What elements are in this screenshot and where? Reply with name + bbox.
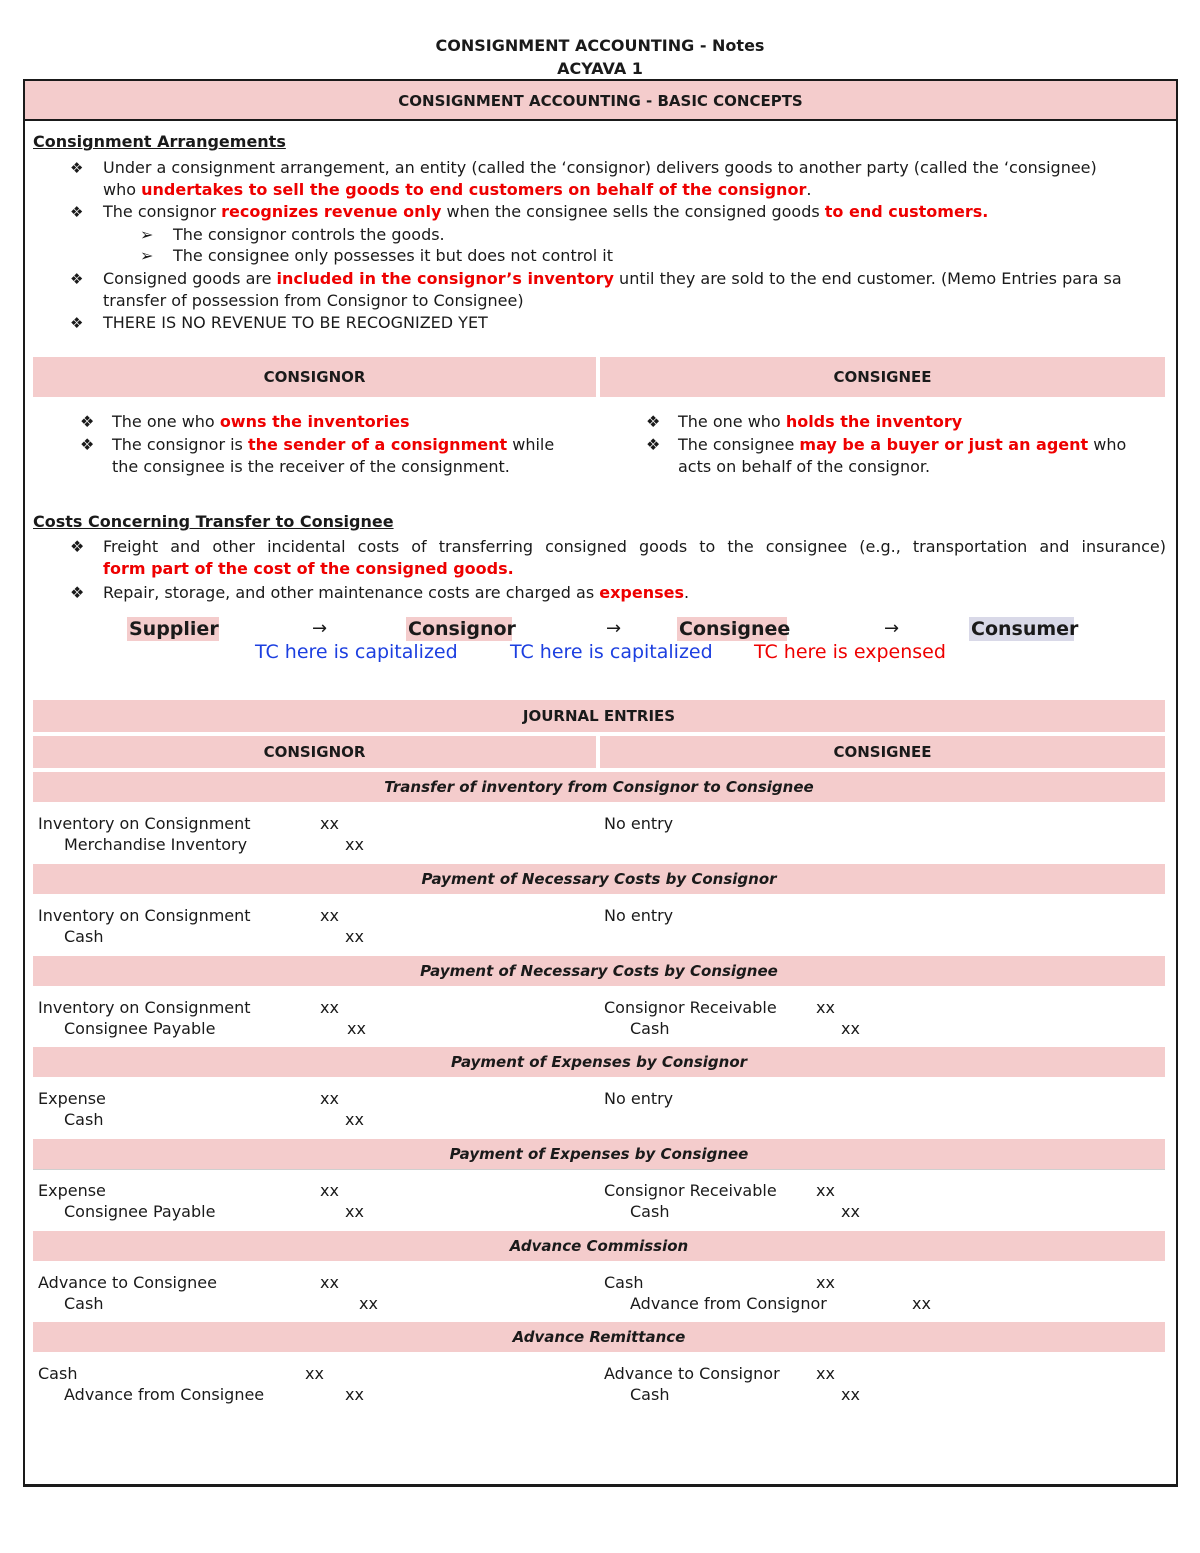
- consignee-credit-account: Advance from Consignor: [630, 1294, 827, 1313]
- consignee-debit-account: Advance to Consignor: [604, 1364, 780, 1383]
- journal-section-title: Transfer of inventory from Consignor to Consignee: [33, 772, 1165, 802]
- credit-amount: xx: [345, 1110, 364, 1129]
- consignor-point-2b: the consignee is the receiver of the consignment.: [112, 457, 510, 476]
- consignor-credit-account: Merchandise Inventory: [64, 835, 248, 854]
- diamond-bullet-icon: ❖: [70, 270, 84, 288]
- arrangements-bullet-1: [70, 157, 83, 179]
- consignor-credit-account: Consignee Payable: [64, 1019, 216, 1038]
- credit-amount: xx: [345, 835, 364, 854]
- consignor-debit-account: Advance to Consignee: [38, 1273, 217, 1292]
- debit-amount: xx: [320, 814, 339, 833]
- journal-title: JOURNAL ENTRIES: [33, 700, 1165, 732]
- compare-consignor-header: CONSIGNOR: [33, 357, 596, 397]
- consignee-credit-account: Cash: [630, 1019, 670, 1038]
- debit-amount: xx: [816, 998, 835, 1017]
- right-arrow-icon: →: [312, 618, 328, 639]
- consignee-debit-account: Consignor Receivable: [604, 998, 777, 1017]
- flow-consignee: Consignee: [679, 618, 791, 640]
- flow-consumer: Consumer: [971, 618, 1079, 640]
- journal-section-title: Advance Commission: [33, 1231, 1165, 1261]
- consignee-credit-account: Cash: [630, 1385, 670, 1404]
- section-banner: CONSIGNMENT ACCOUNTING - BASIC CONCEPTS: [25, 81, 1176, 121]
- journal-consignee-header: CONSIGNEE: [600, 736, 1165, 768]
- diamond-bullet-icon: ❖: [646, 435, 661, 454]
- credit-amount: xx: [345, 1385, 364, 1404]
- diamond-bullet-icon: ❖: [70, 314, 84, 332]
- flow-tc-3: TC here is expensed: [754, 641, 946, 663]
- debit-amount: xx: [305, 1364, 324, 1383]
- arrangements-text-2: The consignor recognizes revenue only when the consignee sells the consigned goods to end customers.: [103, 202, 989, 221]
- debit-amount: xx: [320, 1181, 339, 1200]
- costs-text-2: Repair, storage, and other maintenance costs are charged as expenses.: [103, 583, 690, 602]
- credit-amount: xx: [841, 1019, 860, 1038]
- arrangements-bullet-2: [70, 201, 83, 223]
- consignor-credit-account: Cash: [64, 1110, 104, 1129]
- consignor-debit-account: Inventory on Consignment: [38, 906, 251, 925]
- diamond-bullet-icon: ❖: [70, 203, 84, 221]
- consignor-credit-account: Cash: [64, 927, 104, 946]
- diamond-bullet-icon: ❖: [80, 435, 95, 454]
- arrowhead-bullet-icon: ➢: [140, 246, 154, 265]
- consignor-debit-account: Cash: [38, 1364, 78, 1383]
- arrangements-text-3: Consigned goods are included in the consignor’s inventory until they are sold to the end customer. (Memo Entries para sa: [103, 269, 1122, 288]
- right-arrow-icon: →: [606, 618, 622, 639]
- diamond-bullet-icon: ❖: [80, 412, 95, 431]
- debit-amount: xx: [320, 906, 339, 925]
- diamond-bullet-icon: ❖: [646, 412, 661, 431]
- credit-amount: xx: [912, 1294, 931, 1313]
- consignor-point-2: The consignor is the sender of a consignment while: [112, 435, 555, 454]
- journal-section-title: Payment of Expenses by Consignee: [33, 1139, 1165, 1170]
- consignor-credit-account: Advance from Consignee: [64, 1385, 265, 1404]
- arrangements-heading: Consignment Arrangements: [33, 132, 286, 151]
- journal-section-title: Payment of Expenses by Consignor: [33, 1047, 1165, 1077]
- arrangements-text-1: Under a consignment arrangement, an entity (called the ‘consignor) delivers goods to another party (called the ‘consignee): [103, 158, 1097, 177]
- document-subtitle: ACYAVA 1: [557, 59, 643, 78]
- consignee-entry: No entry: [604, 1089, 674, 1108]
- costs-heading: Costs Concerning Transfer to Consignee: [33, 512, 394, 531]
- consignee-entry: No entry: [604, 906, 674, 925]
- journal-consignor-header: CONSIGNOR: [33, 736, 596, 768]
- arrangements-text-3b: transfer of possession from Consignor to Consignee): [103, 291, 524, 310]
- consignee-debit-account: Cash: [604, 1273, 644, 1292]
- diamond-bullet-icon: ❖: [70, 159, 84, 177]
- debit-amount: xx: [816, 1364, 835, 1383]
- flow-consignor: Consignor: [408, 618, 516, 640]
- arrowhead-bullet-icon: ➢: [140, 225, 154, 244]
- arrangements-sub-1: The consignor controls the goods.: [173, 225, 445, 244]
- consignee-point-2b: acts on behalf of the consignor.: [678, 457, 931, 476]
- consignor-debit-account: Inventory on Consignment: [38, 814, 251, 833]
- credit-amount: xx: [841, 1385, 860, 1404]
- journal-section-title: Payment of Necessary Costs by Consignee: [33, 956, 1165, 986]
- consignor-debit-account: Expense: [38, 1089, 106, 1108]
- consignee-debit-account: Consignor Receivable: [604, 1181, 777, 1200]
- consignor-point-1: The one who owns the inventories: [112, 412, 410, 431]
- compare-consignee-header: CONSIGNEE: [600, 357, 1165, 397]
- diamond-bullet-icon: ❖: [70, 537, 85, 556]
- credit-amount: xx: [841, 1202, 860, 1221]
- flow-supplier: Supplier: [129, 618, 219, 640]
- credit-amount: xx: [347, 1019, 366, 1038]
- debit-amount: xx: [320, 1273, 339, 1292]
- consignor-debit-account: Expense: [38, 1181, 106, 1200]
- arrangements-sub-2: The consignee only possesses it but does not control it: [173, 246, 613, 265]
- consignee-point-1: The one who holds the inventory: [678, 412, 963, 431]
- arrangements-text-4: THERE IS NO REVENUE TO BE RECOGNIZED YET: [103, 313, 488, 332]
- diamond-bullet-icon: ❖: [70, 583, 85, 602]
- flow-tc-1: TC here is capitalized: [255, 641, 458, 663]
- debit-amount: xx: [816, 1181, 835, 1200]
- arrangements-bullet-4: [70, 312, 83, 334]
- debit-amount: xx: [320, 998, 339, 1017]
- consignor-credit-account: Cash: [64, 1294, 104, 1313]
- arrangements-bullet-3: [70, 268, 83, 290]
- consignee-point-2: The consignee may be a buyer or just an agent who: [678, 435, 1127, 454]
- credit-amount: xx: [359, 1294, 378, 1313]
- consignee-entry: No entry: [604, 814, 674, 833]
- journal-section-title: Advance Remittance: [33, 1322, 1165, 1352]
- flow-tc-2: TC here is capitalized: [510, 641, 713, 663]
- debit-amount: xx: [320, 1089, 339, 1108]
- consignee-credit-account: Cash: [630, 1202, 670, 1221]
- document-title: CONSIGNMENT ACCOUNTING - Notes: [435, 36, 765, 55]
- costs-text-1: Freight and other incidental costs of transferring consigned goods to the consignee (e.g., transportation and insurance): [103, 537, 1166, 556]
- debit-amount: xx: [816, 1273, 835, 1292]
- credit-amount: xx: [345, 1202, 364, 1221]
- consignor-debit-account: Inventory on Consignment: [38, 998, 251, 1017]
- consignor-credit-account: Consignee Payable: [64, 1202, 216, 1221]
- right-arrow-icon: →: [884, 618, 900, 639]
- arrangements-text-1b: who undertakes to sell the goods to end customers on behalf of the consignor.: [103, 180, 812, 199]
- journal-section-title: Payment of Necessary Costs by Consignor: [33, 864, 1165, 894]
- credit-amount: xx: [345, 927, 364, 946]
- costs-text-1b: form part of the cost of the consigned goods.: [103, 559, 514, 578]
